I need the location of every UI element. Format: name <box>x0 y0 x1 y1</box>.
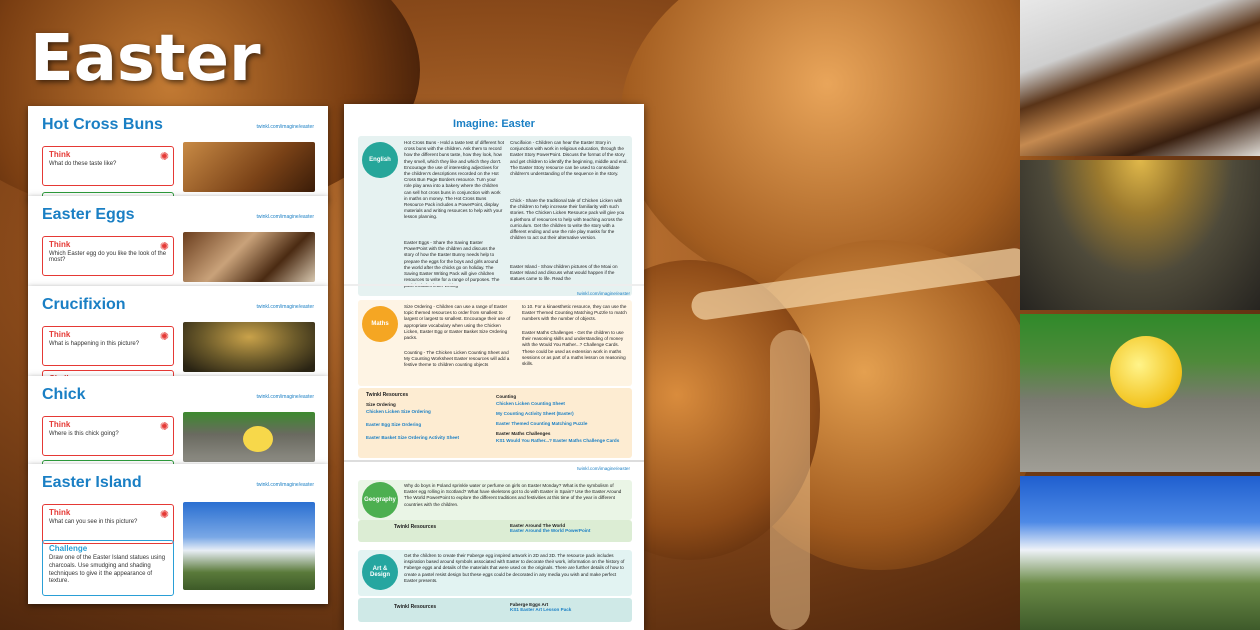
card-url[interactable]: twinkl.com/imagine/easter <box>256 394 314 400</box>
think-box <box>42 236 174 276</box>
geography-badge: Geography <box>362 482 398 518</box>
challenge-label: Challenge <box>49 544 88 553</box>
maths-col2b: Easter Maths Challenges - Get the children to use their reasoning skills and understanding of money with the Would You Rather...? Challenge Cards. These could be used as extension work in maths sessions or as part of a maths lesson on reasoning skills. <box>522 330 626 366</box>
english-col2c: Easter Island - Show children pictures of the Moai on Easter Island and discuss what would happen if the statues came to life. Read the <box>510 264 618 282</box>
bun-cross-vertical <box>770 330 810 630</box>
art-resources-title: Twinkl Resources <box>394 604 437 610</box>
think-box <box>42 146 174 186</box>
card-url[interactable]: twinkl.com/imagine/easter <box>256 482 314 488</box>
lightbulb-icon: ✺ <box>159 151 169 163</box>
think-box <box>42 326 174 366</box>
resource-link[interactable]: KS1 Easter Art Lesson Pack <box>510 607 572 612</box>
resource-link[interactable]: Easter Basket Size Ordering Activity Sheet <box>366 435 460 440</box>
easter-eggs-image <box>183 232 315 282</box>
lightbulb-icon: ✺ <box>159 241 169 253</box>
challenge-box <box>42 540 174 596</box>
think-question: Which Easter egg do you like the look of the most? <box>49 251 167 263</box>
page-divider <box>344 284 644 286</box>
think-label: Think <box>49 420 71 429</box>
chick-shape <box>1110 336 1182 408</box>
art-section <box>358 550 632 596</box>
easter-island-image <box>183 502 315 590</box>
art-badge: Art & Design <box>362 554 398 590</box>
resource-link[interactable]: Chicken Licken Counting Sheet <box>496 401 565 406</box>
think-box <box>42 416 174 456</box>
geography-text: Why do boys in Poland sprinkle water or perfume on girls on Easter Monday? What is the symbolism of Easter egg rolling in Scotland? What have skeletons got to do with Easter in Spain? Use the Easter Around The World PowerPoint to explore the different traditions and festivities at this time of the year in different countries with the children. <box>404 483 622 507</box>
art-resources <box>358 598 632 622</box>
geography-resource-heading: Easter Around The World <box>510 523 566 528</box>
crucifixion-photo <box>1020 160 1260 310</box>
think-label: Think <box>49 508 71 517</box>
english-col1b: Easter Eggs - Share the Saving Easter PowerPoint with the children and discuss the story of how the Easter Bunny needs help to prepare the eggs for the boys and girls around the world after the chicks go on holiday. The Saving Easter Writing Pack will give children resources to write for a range of purposes. The <box>404 240 500 283</box>
lightbulb-icon: ✺ <box>159 421 169 433</box>
english-col1: Hot Cross Buns - Hold a taste test of different hot cross buns with the children. Ask them to record how the different buns taste, how they look, how they smell, which they like and which they don't. Encourage the use of interesting adjectives for the children's descriptions recorded on the Hot Cross Bun Page Borders resource. Turn your role play area into a bakery where the children can sell hot cross buns in conjunction with work in maths on money. The Hot Cross Buns Resource Pack includes a PowerPoint, display materials and writing resources to help with your lesson planning. <box>404 140 505 220</box>
counting-heading: Counting <box>496 394 517 399</box>
card-title: Hot Cross Buns <box>42 116 163 133</box>
card-url[interactable]: twinkl.com/imagine/easter <box>256 304 314 310</box>
maths-challenges-heading: Easter Maths Challenges <box>496 431 551 436</box>
maths-badge: Maths <box>362 306 398 342</box>
geography-section <box>358 480 632 520</box>
geography-resources <box>358 520 632 542</box>
english-col2: Crucifixion - Children can hear the Easter Story in conjunction with work in religious education, through the Easter Story PowerPoint. Discuss the format of the story and get children to identify the beginning, middle and end. The Easter Story resource can be used to consolidate children's understanding of the sequence in the story. <box>510 140 628 176</box>
hot-cross-buns-image <box>183 142 315 192</box>
english-badge: English <box>362 142 398 178</box>
challenge-text: Draw one of the Easter Island statues using charcoals. Use smudging and shading techniques to give it the appearance of texture. <box>49 555 166 585</box>
maths-col1b: Counting - The Chicken Licken Counting Sheet and My Counting Worksheet Easter resources will add a festive theme to children counting objects <box>404 350 510 368</box>
card-crucifixion[interactable] <box>28 286 328 376</box>
art-resource-heading: Faberge Eggs Art <box>510 602 549 607</box>
think-question: Where is this chick going? <box>49 431 119 437</box>
card-url[interactable]: twinkl.com/imagine/easter <box>256 124 314 130</box>
resource-link[interactable]: Chicken Licken Size Ordering <box>366 409 431 414</box>
think-box <box>42 504 174 544</box>
planner-url[interactable]: twinkl.com/imagine/easter <box>577 291 630 296</box>
card-hot-cross-buns[interactable] <box>28 106 328 200</box>
resource-link[interactable]: Easter Egg Size Ordering <box>366 422 422 427</box>
easter-island-photo <box>1020 476 1260 630</box>
card-chick[interactable] <box>28 376 328 466</box>
card-title: Easter Eggs <box>42 206 135 223</box>
card-title: Easter Island <box>42 474 142 491</box>
size-ordering-heading: Size Ordering <box>366 402 396 407</box>
resource-link[interactable]: My Counting Activity Sheet (Easter) <box>496 411 574 416</box>
think-question: What do these taste like? <box>49 161 117 167</box>
card-easter-island[interactable] <box>28 464 328 604</box>
think-label: Think <box>49 150 71 159</box>
chick-photo <box>1020 314 1260 472</box>
think-question: What is happening in this picture? <box>49 341 140 347</box>
card-title: Chick <box>42 386 86 403</box>
art-text: Get the children to create their Faberge egg inspired artwork in 2D and 3D. The resource pack includes inspiration based around symbols associated with Easter to decorate their work, information on the history of Faberge eggs and details of the materials that were used on the originals. There are further details of how to create a pastel resist design but these eggs could be decorated in any media you wish and make perfect Easter presents. <box>404 553 625 583</box>
chick-image <box>183 412 315 462</box>
planner-title: Imagine: Easter <box>453 118 535 130</box>
planner-document <box>344 104 644 630</box>
maths-resources <box>358 388 632 458</box>
lightbulb-icon: ✺ <box>159 331 169 343</box>
card-url[interactable]: twinkl.com/imagine/easter <box>256 214 314 220</box>
english-col2b: Chick - Share the traditional tale of Chicken Licken with the children to help increase their familiarity with such stories. The Chicken Licken Resource pack will give you a plethora of resources to help with teaching across the curriculum. Get the children to write the story with a different ending and use the role play masks for the children to act out their alternative version. <box>510 198 625 241</box>
resource-link[interactable]: KS1 Would You Rather...? Easter Maths Challenge Cards <box>496 438 620 443</box>
maths-section <box>358 300 632 386</box>
page-divider <box>344 460 644 462</box>
maths-resources-title: Twinkl Resources <box>366 392 409 398</box>
english-section <box>358 136 632 296</box>
easter-eggs-photo <box>1020 0 1260 156</box>
resource-link[interactable]: Easter Around the World PowerPoint <box>510 528 591 533</box>
crucifixion-mosaic-image <box>183 322 315 372</box>
lightbulb-icon: ✺ <box>159 509 169 521</box>
chick-shape <box>243 426 273 452</box>
card-title: Crucifixion <box>42 296 126 313</box>
think-label: Think <box>49 240 71 249</box>
maths-col2: to 10. For a kinaesthetic resource, they can use the Easter Themed Counting Matching Puzzle to match numbers with the number of objects. <box>522 304 627 322</box>
page-title: Easter <box>30 22 261 96</box>
maths-col1: Size Ordering - Children can use a range of Easter topic themed resources to order from smallest to largest or largest to smallest. Encourage their use of appropriate vocabulary when using the Chicken Licken, Easter Egg or Easter Basket Size Ordering packs. <box>404 304 511 340</box>
geography-resources-title: Twinkl Resources <box>394 524 437 530</box>
think-label: Think <box>49 330 71 339</box>
resource-link[interactable]: Easter Themed Counting Matching Puzzle <box>496 421 588 426</box>
think-question: What can you see in this picture? <box>49 519 138 525</box>
planner-url[interactable]: twinkl.com/imagine/easter <box>577 466 630 471</box>
card-easter-eggs[interactable] <box>28 196 328 286</box>
